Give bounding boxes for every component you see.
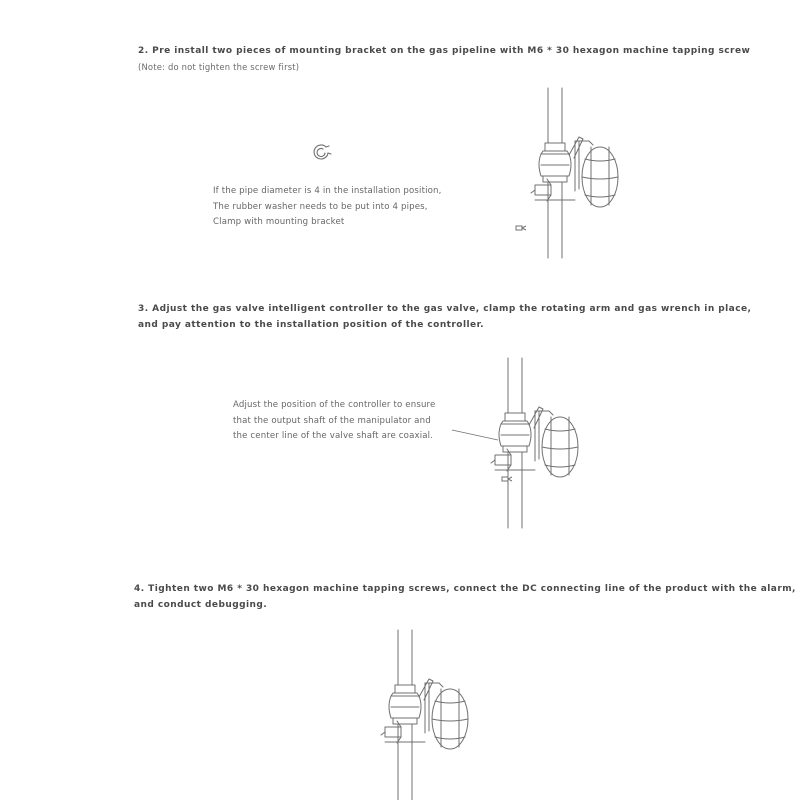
step-2-note: (Note: do not tighten the screw first)	[138, 62, 300, 72]
step-4-heading: 4. Tighten two M6 * 30 hexagon machine tapping screws, connect the DC connecting line of the product with the alarm, and conduct debugging.	[134, 584, 796, 610]
step-2-heading: 2. Pre install two pieces of mounting bracket on the gas pipeline with M6 * 30 hexagon machine tapping screw	[138, 46, 751, 56]
pipe-bracket-illustration	[510, 88, 640, 258]
installed-controller-illustration	[360, 630, 490, 800]
rubber-washer-icon	[311, 142, 333, 162]
step-2-caption: If the pipe diameter is 4 in the installation position, The rubber washer needs to be put into 4 pipes, Clamp with mounting bracket	[213, 186, 442, 227]
step-3-caption: Adjust the position of the controller to ensure that the output shaft of the manipulator and the center line of the valve shaft are coaxial.	[233, 400, 436, 441]
step-3-heading: 3. Adjust the gas valve intelligent controller to the gas valve, clamp the rotating arm and gas wrench in place, and pay attention to the installation position of the controller.	[138, 304, 752, 330]
controller-on-valve-illustration	[470, 358, 600, 528]
